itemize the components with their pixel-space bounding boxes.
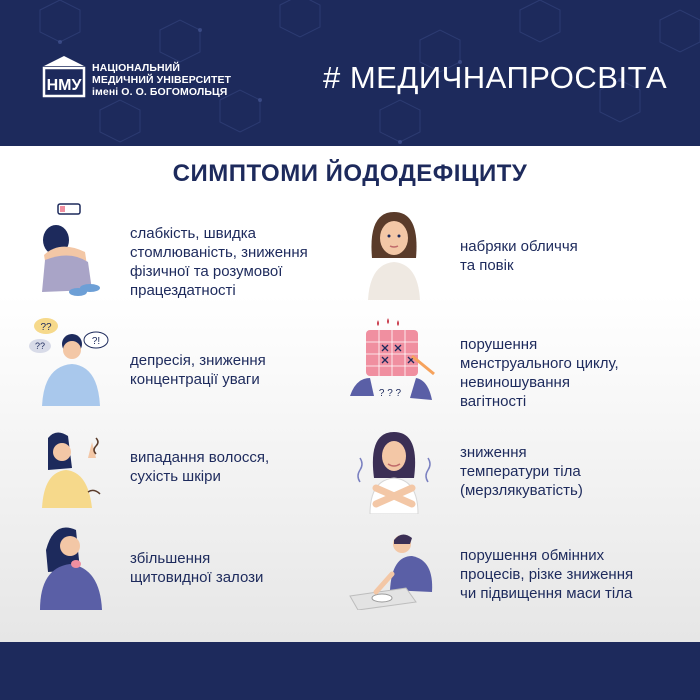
confused-person-illustration [28, 316, 118, 406]
symptom-weakness: слабкість, швидка стомлюваність, зниження фізичної та розумової працездатності [130, 225, 308, 299]
swollen-face-illustration [364, 208, 424, 300]
symptom-hair-loss: випадання волосся, сухість шкіри [130, 449, 270, 485]
logo-letters: НМУ [46, 77, 82, 94]
university-line-1: НАЦІОНАЛЬНИЙ [92, 62, 181, 74]
symptom-metabolism: порушення обмінних процесів, різке зниження чи підвищення маси тіла [460, 547, 634, 602]
thyroid-illustration [36, 520, 106, 610]
bubble-text-1: ?? [40, 322, 52, 333]
symptom-menstrual: порушення менструального циклу, невиношування вагітності [460, 336, 619, 410]
symptom-depression: депресія, зниження концентрації уваги [130, 352, 266, 388]
university-line-2: МЕДИЧНИЙ УНІВЕРСИТЕТ [92, 74, 232, 86]
university-name [92, 62, 231, 98]
header-banner [0, 0, 700, 146]
bubble-text-2: ?? [34, 341, 46, 351]
symptom-temperature: зниження температури тіла (мерзлякуватість) [460, 444, 583, 499]
cold-person-illustration [354, 428, 434, 514]
university-logo [42, 54, 86, 98]
scale-illustration [346, 530, 438, 610]
hashtag-text: # МЕДИЧНАПРОСВІТА [323, 60, 668, 95]
footer-bar [0, 642, 700, 700]
page-title: СИМПТОМИ ЙОДОДЕФІЦИТУ [172, 160, 528, 187]
hair-loss-illustration [36, 428, 106, 508]
tired-person-illustration [30, 200, 110, 300]
calendar-question-marks: ? ? ? [378, 388, 402, 399]
symptom-thyroid: збільшення щитовидної залози [130, 550, 264, 586]
calendar-illustration [348, 316, 438, 408]
symptom-swelling: набряки обличчя та повік [460, 238, 578, 274]
bubble-text-3: ?! [91, 336, 101, 347]
university-line-3: імені О. О. БОГОМОЛЬЦЯ [92, 86, 228, 98]
